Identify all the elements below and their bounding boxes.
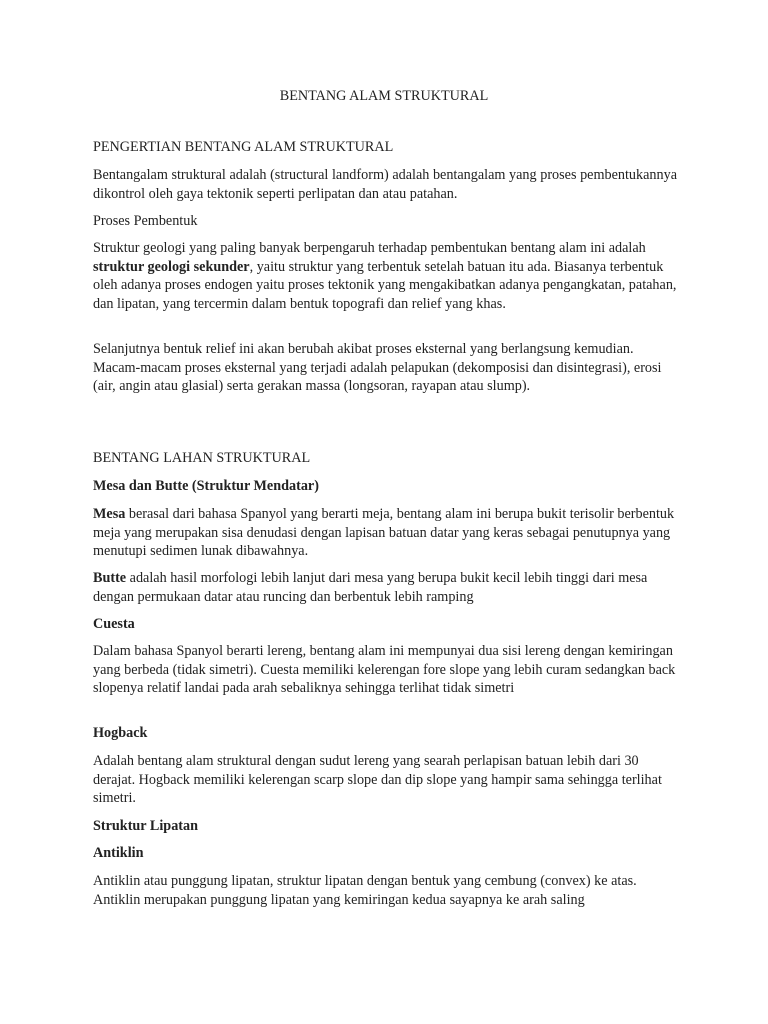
heading-antiklin [93,844,677,863]
paragraph-butte [93,569,677,606]
struktur-bold-term: struktur geologi sekunder [93,258,250,275]
heading-hogback [93,724,677,743]
heading-struktur-lipatan [93,817,677,836]
struktur-text-1: Struktur geologi yang paling banyak berpengaruh terhadap pembentukan bentang alam ini adalah [93,240,646,256]
struktur-text-2: , yaitu struktur yang terbentuk setelah batuan itu ada. Biasanya terbentuk oleh adanya proses endogen yaitu proses tektonik yang mengakibatkan adanya pengangkatan, patahan, dan lipatan, yang tercermin dalam bentuk topografi dan relief yang khas. [93,258,677,312]
heading-proses-pembentuk: Proses Pembentuk [93,213,198,229]
mesa-term: Mesa [93,506,126,522]
paragraph-cuesta: Dalam bahasa Spanyol berarti lereng, bentang alam ini mempunyai dua sisi lereng dengan kemiringan yang berbeda (tidak simetri). Cuesta memiliki kelerengan fore slope yang lebih curam sedangkan back slopenya relatif landai pada arah sebaliknya sehingga terlihat tidak simetri [93,643,676,696]
paragraph-antiklin: Antiklin atau punggung lipatan, struktur lipatan dengan bentuk yang cembung (convex) ke atas. Antiklin merupakan punggung lipatan yang kemiringan kedua sayapnya ke arah saling [93,873,637,908]
butte-term: Butte [93,570,127,586]
heading-mesa-butte [93,477,677,496]
mesa-text: berasal dari bahasa Spanyol yang berarti meja, bentang alam ini berupa bukit terisolir berbentuk meja yang merupakan sisa denudasi dengan lapisan batuan datar yang keras sebagai penutupnya yang menutupi sedimen lunak dibawahnya. [93,506,675,559]
paragraph-selanjutnya: Selanjutnya bentuk relief ini akan berubah akibat proses eksternal yang berlangsung kemudian. Macam-macam proses eksternal yang terjadi adalah pelapukan (dekomposisi dan disintegrasi), erosi (air, angin atau glasial) serta gerakan massa (longsoran, rayapan atau slump). [93,341,662,394]
paragraph-hogback: Adalah bentang alam struktural dengan sudut lereng yang searah perlapisan batuan lebih dari 30 derajat. Hogback memiliki kelerengan scarp slope dan dip slope yang hampir sama sehingga terlihat simetri. [93,753,662,806]
hogback-title: Hogback [93,725,148,741]
antiklin-title: Antiklin [93,845,144,861]
heading-bentang-lahan: BENTANG LAHAN STRUKTURAL [93,450,311,466]
paragraph-struktur-geologi [93,239,677,313]
heading-pengertian: PENGERTIAN BENTANG ALAM STRUKTURAL [93,139,394,155]
butte-text: adalah hasil morfologi lebih lanjut dari mesa yang berupa bukit kecil lebih tinggi dari mesa dengan permukaan datar atau runcing dan berbentuk lebih ramping [93,570,648,605]
heading-cuesta [93,615,677,634]
paragraph-definisi: Bentangalam struktural adalah (structural landform) adalah bentangalam yang proses pembentukannya dikontrol oleh gaya tektonik seperti perlipatan dan atau patahan. [93,167,677,202]
mesa-butte-title: Mesa dan Butte (Struktur Mendatar) [93,478,319,494]
cuesta-title: Cuesta [93,616,135,632]
paragraph-mesa [93,505,677,561]
document-title: BENTANG ALAM STRUKTURAL [279,88,489,104]
lipatan-title: Struktur Lipatan [93,818,198,834]
